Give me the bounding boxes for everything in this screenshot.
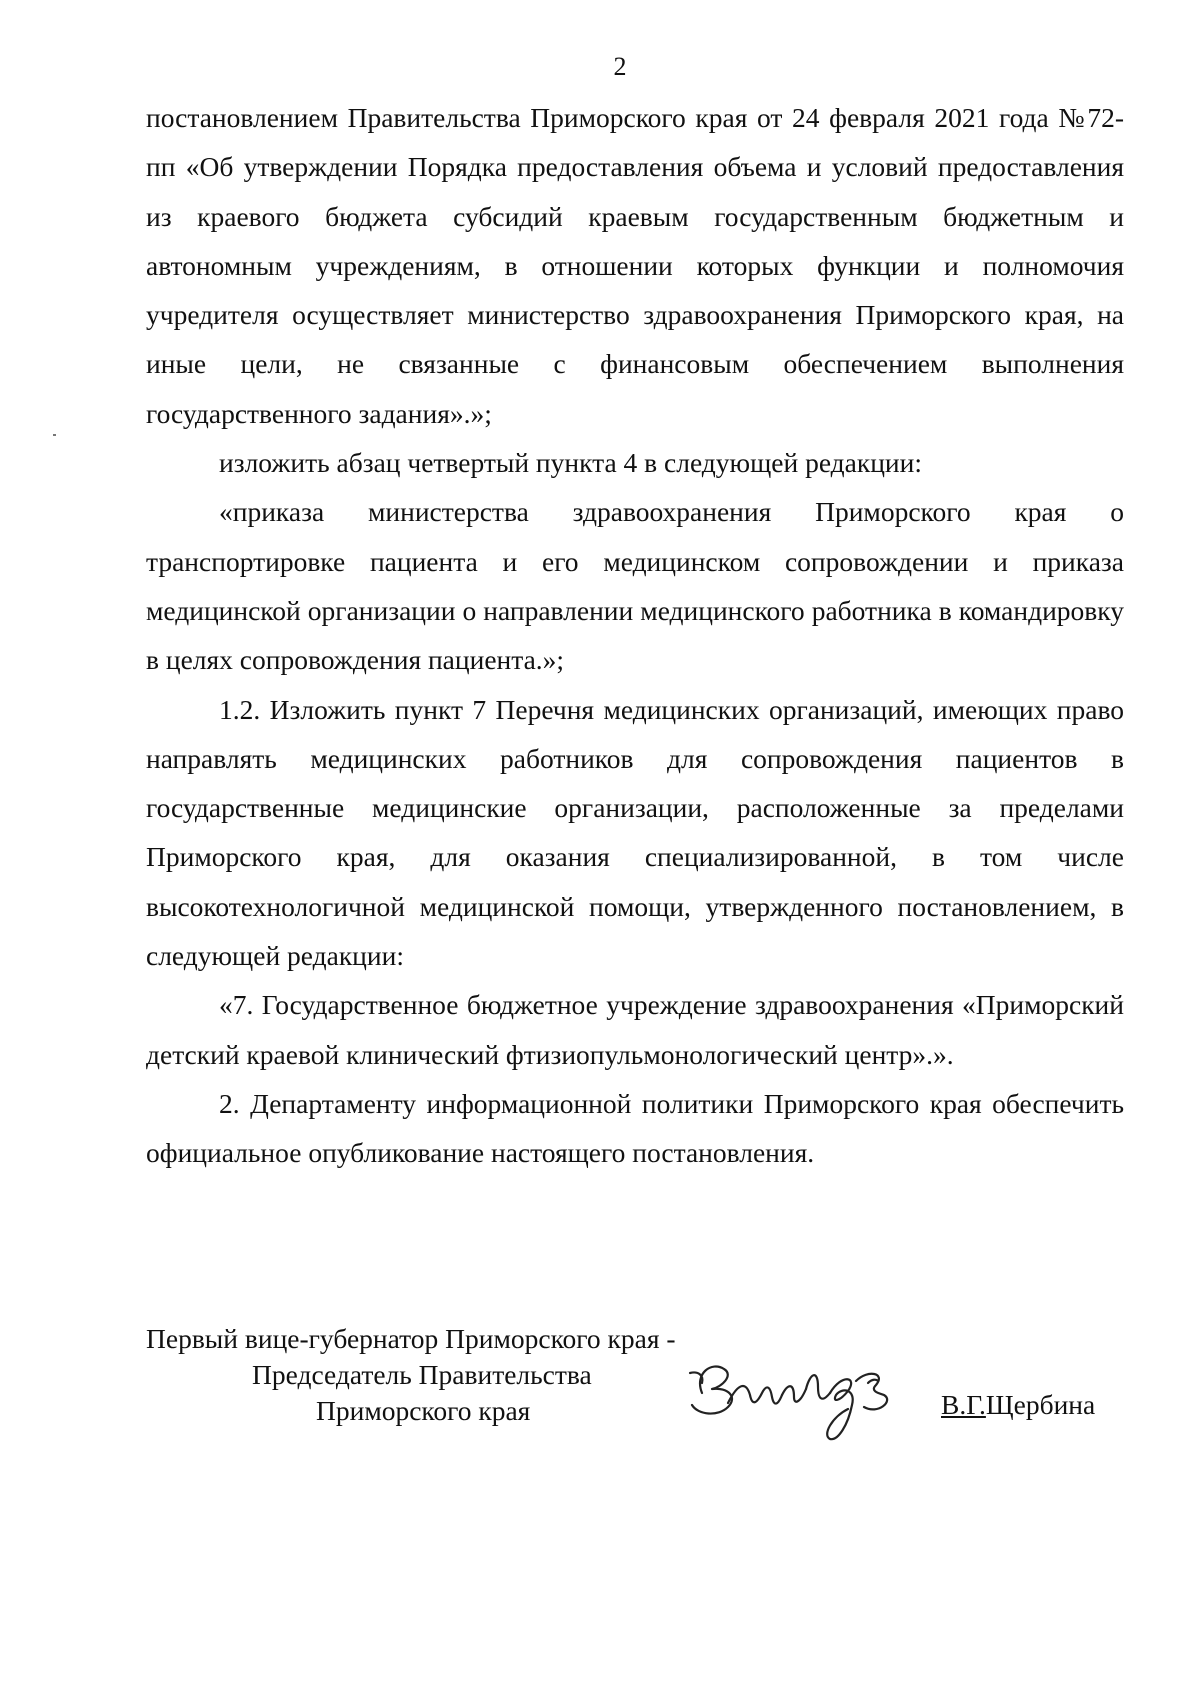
signatory-initials: В.Г.: [941, 1389, 986, 1420]
paragraph-item-7: «7. Государственное бюджетное учреждение здравоохранения «Приморский детский краевой клинический фтизиопульмонологический центр».».: [146, 989, 1124, 1070]
signatory-title: [146, 1321, 676, 1429]
paragraph-amendment-instruction: изложить абзац четвертый пункта 4 в следующей редакции:: [219, 447, 923, 479]
paragraph-amendment-text: «приказа министерства здравоохранения Приморского края о транспортировке пациента и его медицинском сопровождении и приказа медицинской организации о направлении медицинского работника в командировку в целях сопровождения пациента.»;: [146, 496, 1124, 676]
signatory-surname: Щербина: [985, 1389, 1096, 1420]
signatory-title-line: Приморского края: [316, 1395, 531, 1426]
handwritten-signature: [672, 1343, 922, 1453]
paragraph-clause-2: 2. Департаменту информационной политики Приморского края обеспечить официальное опубликование настоящего постановления.: [146, 1087, 1124, 1169]
document-body: [146, 93, 1124, 1178]
signatory-title-line: Первый вице-губернатор Приморского края -: [146, 1323, 676, 1354]
page-number: 2: [613, 52, 627, 81]
signatory-title-line: Председатель Правительства: [252, 1359, 592, 1390]
paragraph-continuation: постановлением Правительства Приморского края от 24 февраля 2021 года №72-пп «Об утверждении Порядка предоставления объема и условий предоставления из краевого бюджета субсидий краевым государственным бюджетным и автономным учреждениям, в отношении которых функции и полномочия учредителя осуществляет министерство здравоохранения Приморского края, на иные цели, не связанные с финансовым обеспечением выполнения государственного задания».»;: [146, 102, 1124, 429]
scan-speck: [53, 434, 56, 436]
signatory-name: [941, 1389, 1095, 1421]
paragraph-clause-1-2: 1.2. Изложить пункт 7 Перечня медицинских организаций, имеющих право направлять медицинских работников для сопровождения пациентов в государственные медицинские организации, расположенные за пределами Приморского края, для оказания специализированной, в том числе высокотехнологичной медицинской помощи, утвержденного постановлением, в следующей редакции:: [146, 693, 1124, 972]
